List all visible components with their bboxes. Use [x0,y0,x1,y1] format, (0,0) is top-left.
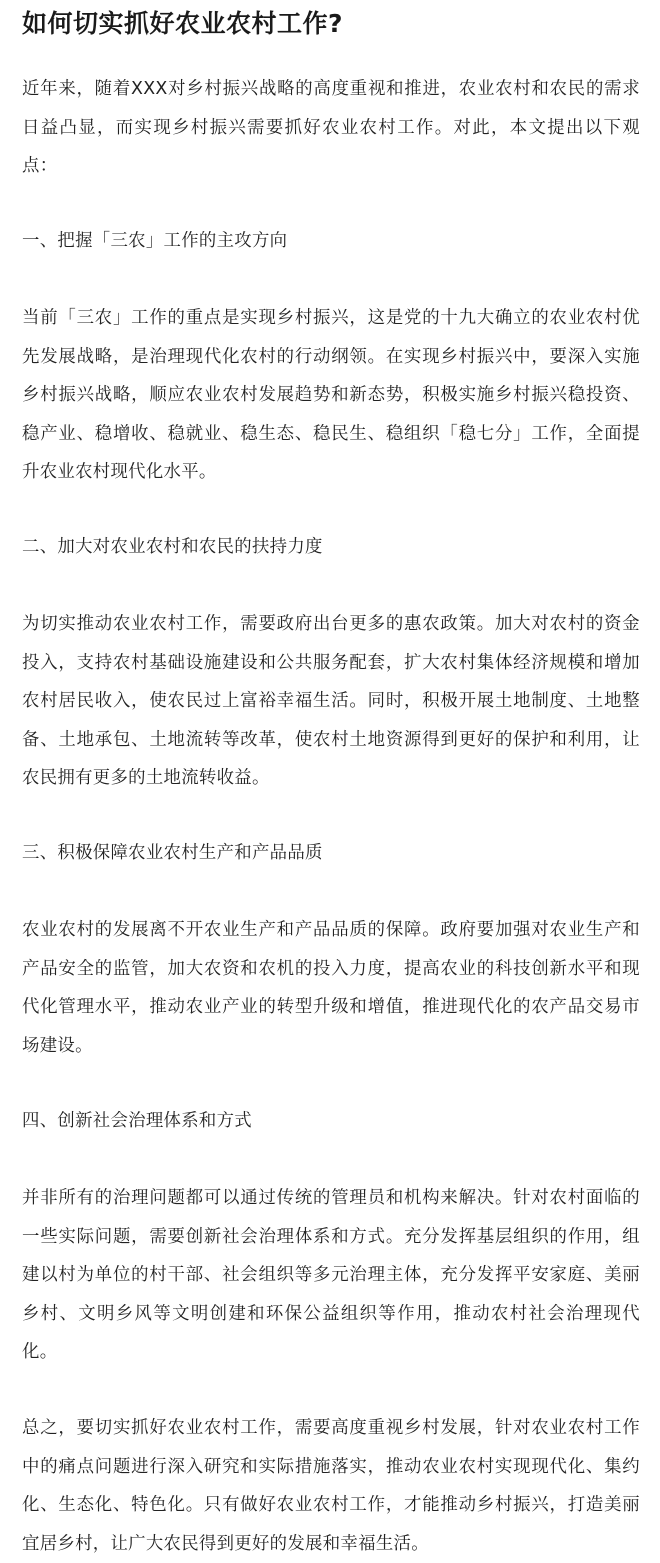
conclusion-paragraph: 总之，要切实抓好农业农村工作，需要高度重视乡村发展，针对农业农村工作中的痛点问题进行深入研究和实际措施落实，推动农业农村实现现代化、集约化、生态化、特色化。只有做好农业农村工作，才能推动乡村振兴，打造美丽宜居乡村，让广大农民得到更好的发展和幸福生活。 [22,1418,640,1554]
section-4-heading: 四、创新社会治理体系和方式 [22,1111,252,1131]
section-3-body: 农业农村的发展离不开农业生产和产品品质的保障。政府要加强对农业生产和产品安全的监管，加大农资和农机的投入力度，提高农业的科技创新水平和现代化管理水平，推动农业产业的转型升级和增值，推进现代化的农产品交易市场建设。 [22,920,640,1056]
intro-paragraph: 近年来，随着XXX对乡村振兴战略的高度重视和推进，农业农村和农民的需求日益凸显，而实现乡村振兴需要抓好农业农村工作。对此，本文提出以下观点： [22,79,640,176]
section-2-heading: 二、加大对农业农村和农民的扶持力度 [22,537,323,557]
section-1-body: 当前「三农」工作的重点是实现乡村振兴，这是党的十九大确立的农业农村优先发展战略，是治理现代化农村的行动纲领。在实现乡村振兴中，要深入实施乡村振兴战略，顺应农业农村发展趋势和新态势，积极实施乡村振兴稳投资、稳产业、稳增收、稳就业、稳生态、稳民生、稳组织「稳七分」工作，全面提升农业农村现代化水平。 [22,308,640,482]
section-1-heading: 一、把握「三农」工作的主攻方向 [22,231,288,251]
section-3-heading: 三、积极保障农业农村生产和产品品质 [22,843,323,863]
section-4-body: 并非所有的治理问题都可以通过传统的管理员和机构来解决。针对农村面临的一些实际问题，需要创新社会治理体系和方式。充分发挥基层组织的作用，组建以村为单位的村干部、社会组织等多元治理主体，充分发挥平安家庭、美丽乡村、文明乡风等文明创建和环保公益组织等作用，推动农村社会治理现代化。 [22,1188,640,1362]
section-2-body: 为切实推动农业农村工作，需要政府出台更多的惠农政策。加大对农村的资金投入，支持农村基础设施建设和公共服务配套，扩大农村集体经济规模和增加农村居民收入，使农民过上富裕幸福生活。同时，积极开展土地制度、土地整备、土地承包、土地流转等改革，使农村土地资源得到更好的保护和利用，让农民拥有更多的土地流转收益。 [22,614,640,788]
article-title: 如何切实抓好农业农村工作? [22,9,344,38]
